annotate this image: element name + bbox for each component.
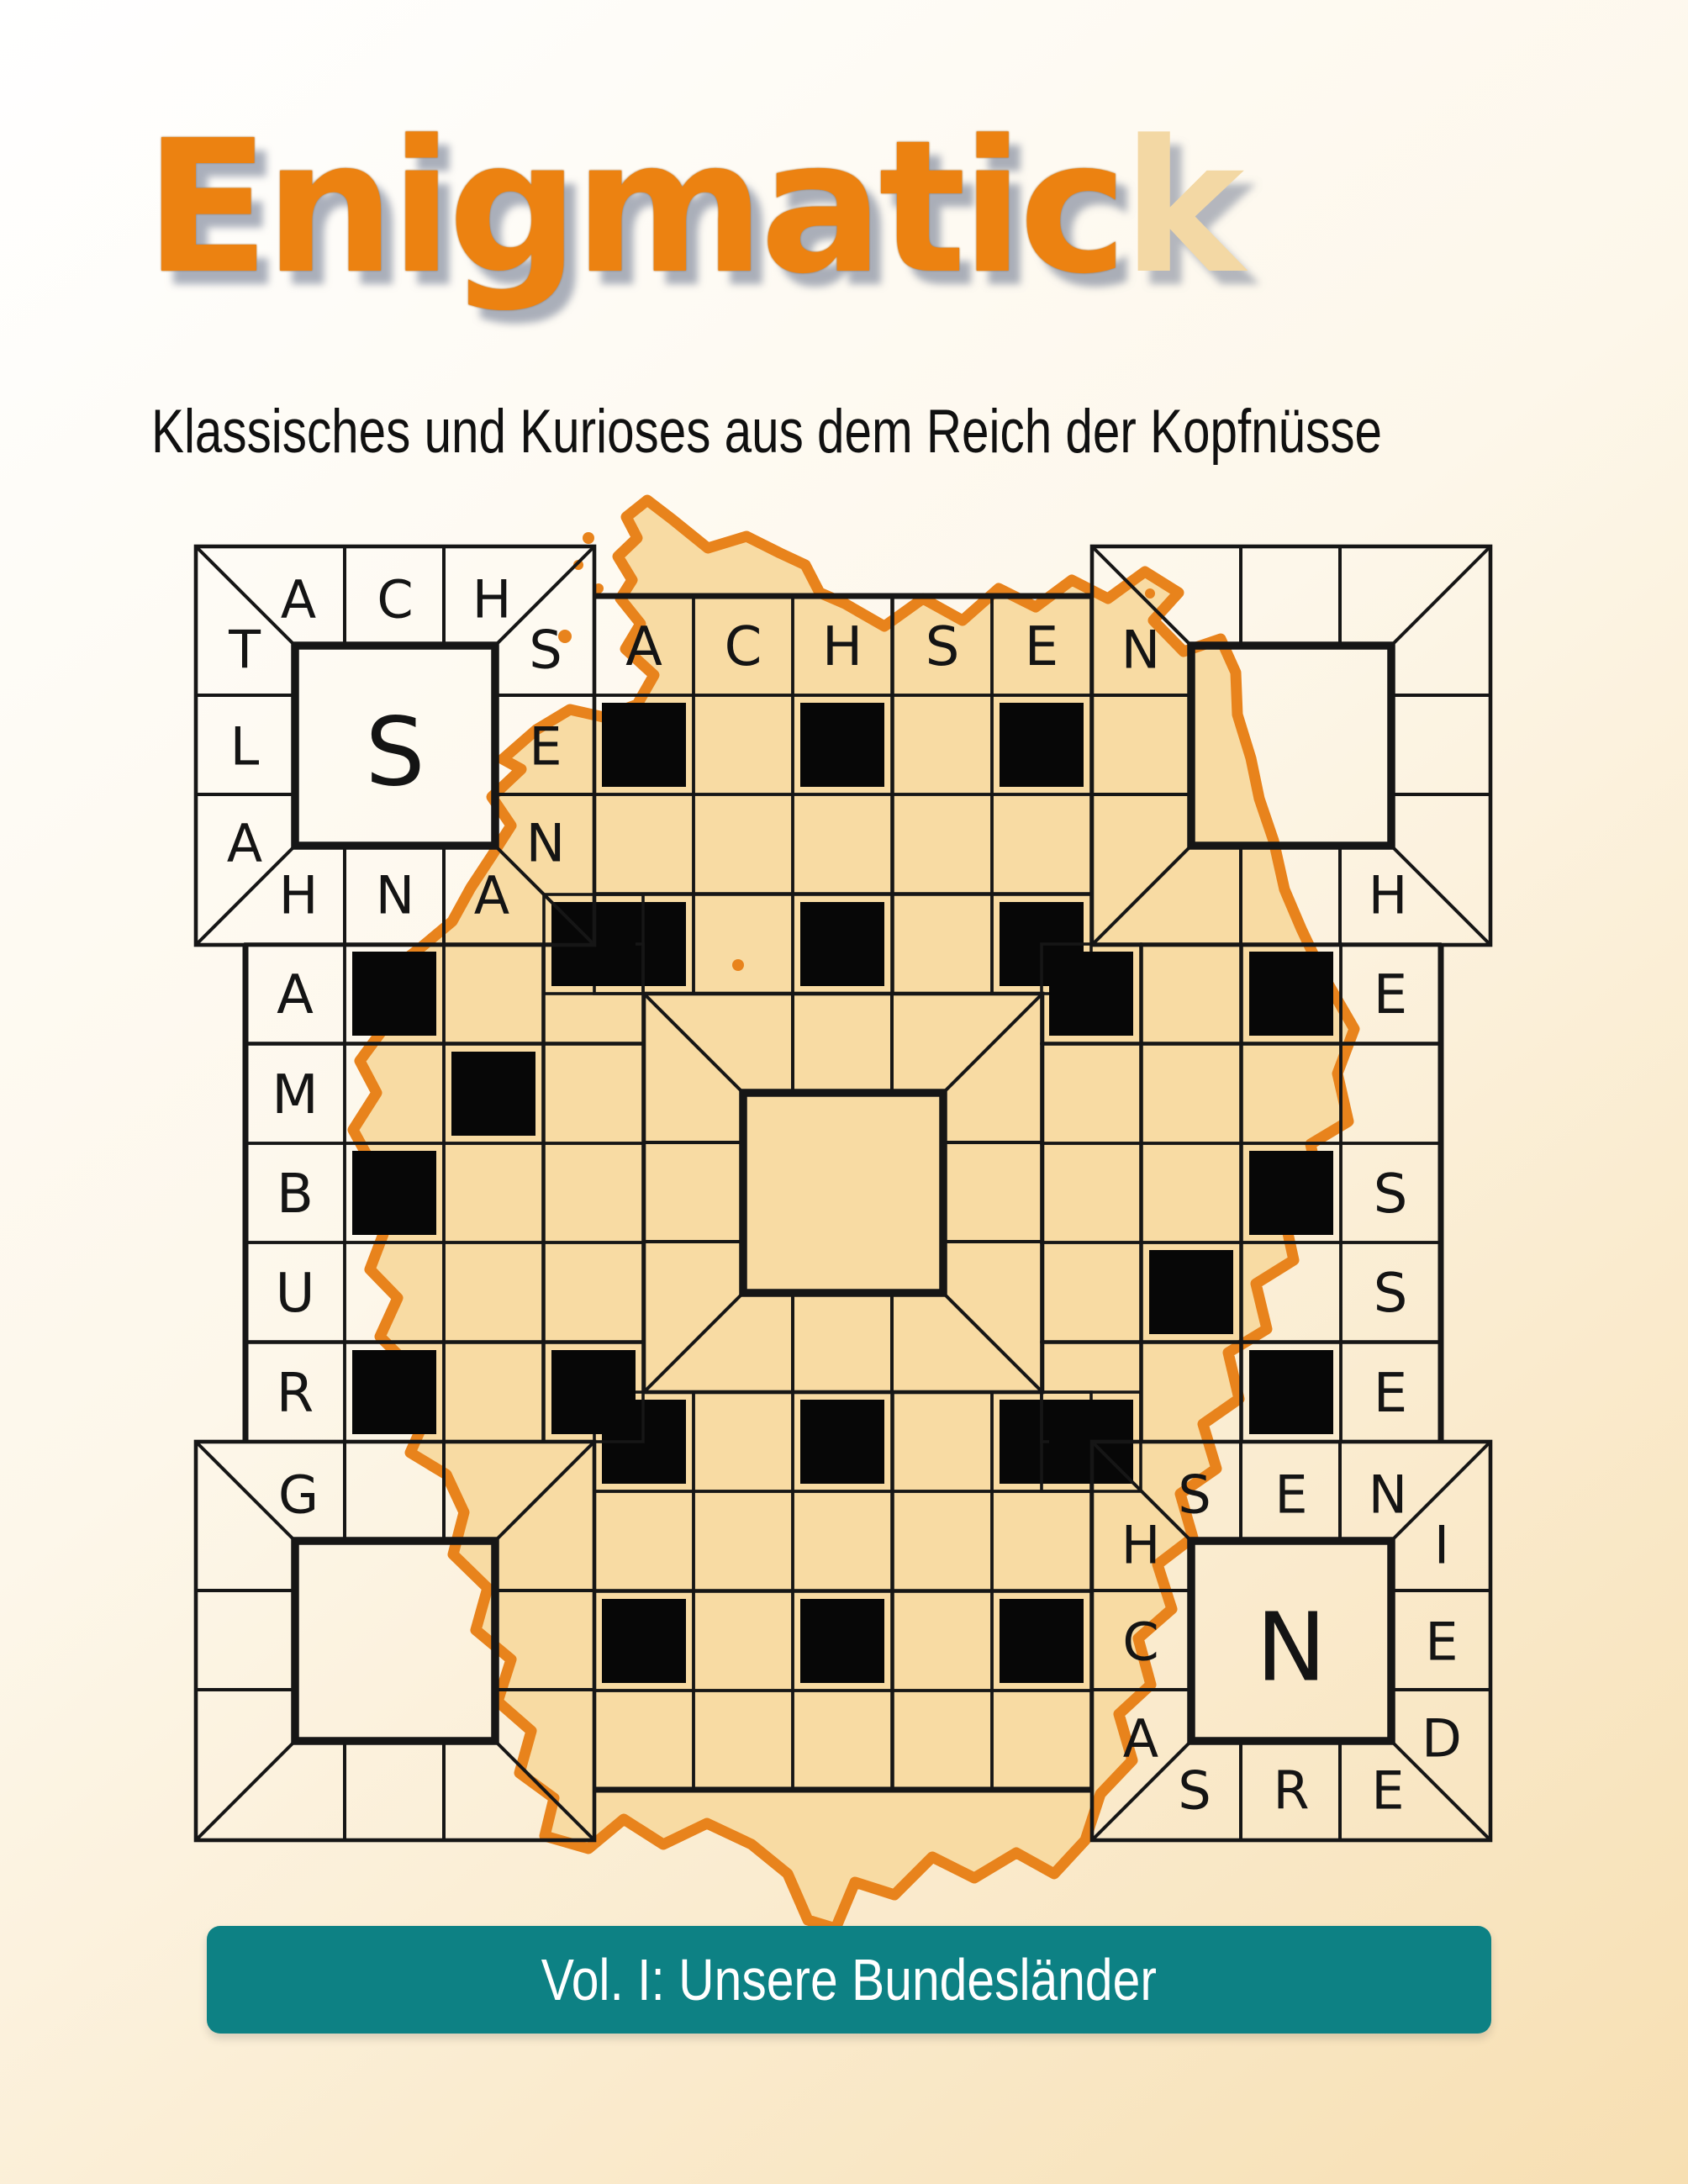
cover-title xyxy=(145,102,1240,314)
pyramid-block-bottom-right-letter: S xyxy=(1178,1759,1211,1822)
island-dot xyxy=(732,959,744,971)
cell-letter: R xyxy=(276,1363,314,1426)
cell-letter: E xyxy=(1024,616,1059,679)
banner-label: Vol. I: Unsere Bundesländer xyxy=(541,1947,1158,2013)
pyramid-block-bottom-right-letter: D xyxy=(1422,1707,1462,1770)
island-dot xyxy=(583,532,594,544)
pyramid-block-top-left-letter: S xyxy=(529,619,562,681)
pyramid-block-top-right-letter: N xyxy=(1121,619,1161,681)
pyramid-block-top-left-center-letter: S xyxy=(365,698,425,808)
cell-letter: S xyxy=(1373,1163,1408,1227)
pyramid-block-top-left-letter: H xyxy=(278,864,319,926)
cell-letter: M xyxy=(272,1064,319,1127)
pyramid-block-top-left-letter: A xyxy=(226,812,263,874)
pyramid-block-bottom-right-letter: R xyxy=(1273,1759,1310,1822)
pyramid-block-top-left-letter: N xyxy=(525,812,566,874)
volume-banner xyxy=(207,1926,1491,2034)
pyramid-block-bottom-right-letter: H xyxy=(1121,1514,1161,1576)
black-cell xyxy=(1249,952,1333,1036)
black-cell xyxy=(352,1350,436,1434)
black-cell xyxy=(352,952,436,1036)
pyramid-block-top-left-letter: T xyxy=(229,619,261,681)
black-cell xyxy=(352,1151,436,1235)
black-cell xyxy=(800,902,884,986)
black-cell xyxy=(1149,1250,1233,1334)
black-cell xyxy=(551,1350,636,1434)
black-cell xyxy=(1249,1350,1333,1434)
black-cell xyxy=(602,703,686,787)
pyramid-block-bottom-right-letter: E xyxy=(1371,1759,1405,1822)
cell-letter: C xyxy=(724,616,762,679)
pyramid-block-top-left-letter: C xyxy=(377,568,414,630)
pyramid-block-bottom-right-letter: N xyxy=(1368,1464,1408,1526)
cell-letter: E xyxy=(1373,964,1408,1027)
pyramid-block-top-left-letter: H xyxy=(472,568,512,630)
pyramid-block-bottom-left-letter: G xyxy=(277,1464,319,1526)
black-cell xyxy=(451,1052,535,1136)
cell-letter: S xyxy=(925,616,960,679)
pyramid-block-bottom-right-letter: E xyxy=(1425,1611,1459,1673)
pyramid-block-top-left-letter: E xyxy=(529,715,562,778)
pyramid-block-top-right-letter: H xyxy=(1368,864,1408,926)
cell-letter: E xyxy=(1373,1363,1408,1426)
pyramid-block-bottom-right-letter: E xyxy=(1274,1464,1308,1526)
cell-letter: A xyxy=(277,964,314,1027)
black-cell xyxy=(800,1599,884,1683)
black-cell xyxy=(800,1400,884,1484)
pyramid-block-top-left-letter: A xyxy=(280,568,317,630)
black-cell xyxy=(1000,1599,1084,1683)
cell-letter: B xyxy=(277,1163,314,1227)
cell-letter: H xyxy=(821,616,863,679)
pyramid-block-bottom-right-letter: I xyxy=(1433,1514,1450,1576)
title-main: Enigmatic xyxy=(145,102,1123,314)
pyramid-block-bottom-right-letter: C xyxy=(1122,1611,1159,1673)
black-cell xyxy=(1249,1151,1333,1235)
black-cell xyxy=(1000,703,1084,787)
pyramid-block-top-left-letter: A xyxy=(473,864,510,926)
pyramid-block-bottom-right-letter: S xyxy=(1178,1464,1211,1526)
cell-letter: S xyxy=(1373,1263,1408,1326)
island-dot xyxy=(1145,588,1155,599)
pyramid-block-top-left-letter: N xyxy=(375,864,415,926)
pyramid-block-bottom-right-center-letter: N xyxy=(1256,1593,1327,1703)
cell-letter: U xyxy=(275,1263,315,1326)
title-accent: k xyxy=(1122,102,1240,314)
black-cell xyxy=(602,1599,686,1683)
cell-letter: A xyxy=(625,616,662,679)
pyramid-block-bottom-right-letter: A xyxy=(1122,1707,1159,1770)
black-cell xyxy=(800,703,884,787)
black-cell xyxy=(1049,952,1133,1036)
pyramid-block-top-left-letter: L xyxy=(229,715,260,778)
cover-subtitle: Klassisches und Kurioses aus dem Reich der Kopfnüsse xyxy=(151,398,1383,466)
